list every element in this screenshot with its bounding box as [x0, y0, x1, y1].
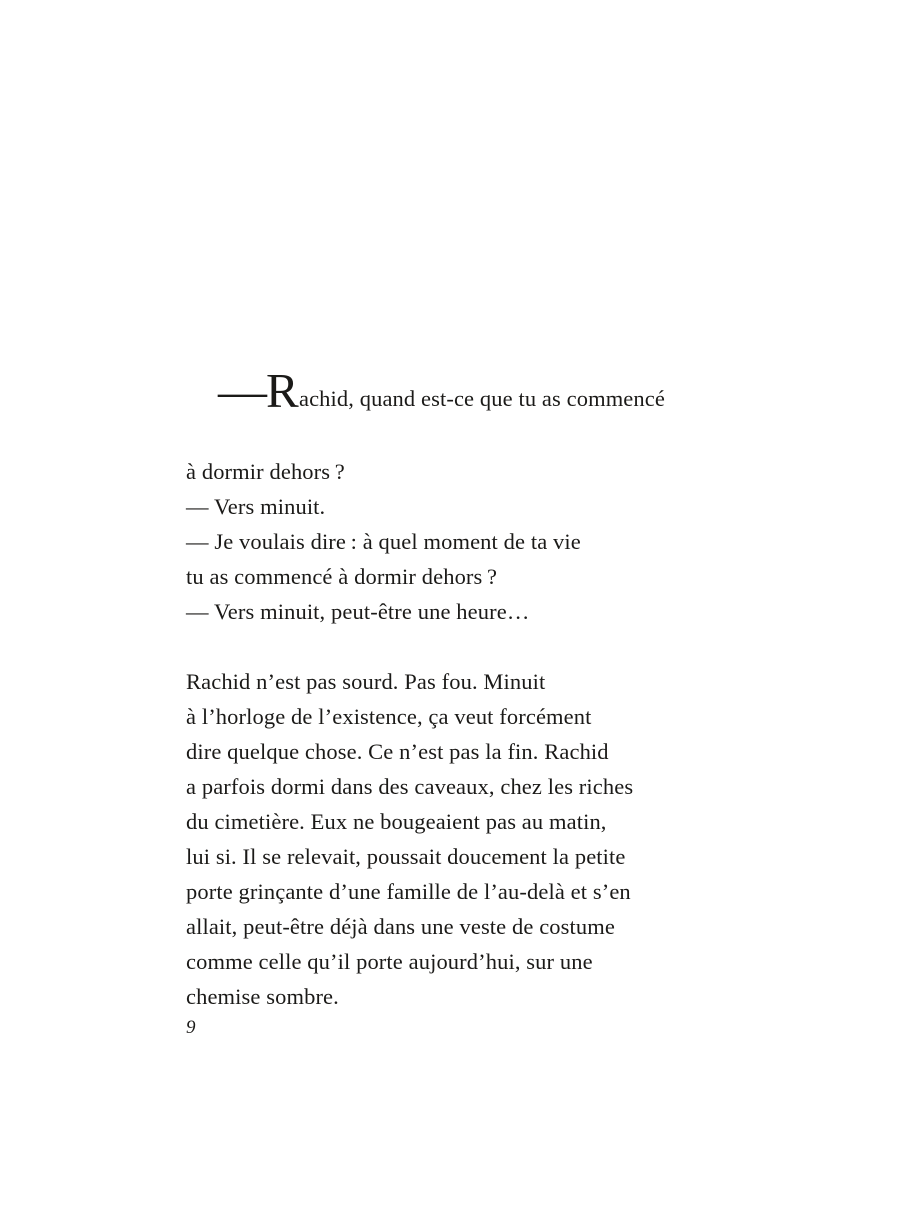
em-dash-ornament: — — [218, 363, 267, 418]
paragraph-line: lui si. Il se relevait, poussait doucement la petite — [186, 844, 626, 869]
paragraph-line: comme celle qu’il porte aujourd’hui, sur une — [186, 949, 593, 974]
paragraph-line: dire quelque chose. Ce n’est pas la fin. Rachid — [186, 739, 609, 764]
dialogue-line: — Vers minuit, peut-être une heure… — [186, 599, 530, 624]
dialogue-line: — Vers minuit. — [186, 494, 326, 519]
dialogue-line: tu as commencé à dormir dehors ? — [186, 564, 498, 589]
drop-cap-letter: R — [266, 363, 299, 418]
paragraph-line: allait, peut-être déjà dans une veste de costume — [186, 914, 615, 939]
paragraph-spacer — [186, 629, 716, 664]
page-number: 9 — [186, 1017, 196, 1038]
paragraph-line: du cimetière. Eux ne bougeaient pas au matin, — [186, 809, 607, 834]
body-paragraph — [186, 664, 716, 1014]
page-text-block — [186, 346, 716, 1014]
paragraph-line: à l’horloge de l’existence, ça veut forcément — [186, 704, 592, 729]
opening-line — [186, 346, 716, 454]
dialogue-line: — Je voulais dire : à quel moment de ta vie — [186, 529, 581, 554]
paragraph-line: a parfois dormi dans des caveaux, chez les riches — [186, 774, 634, 799]
dialogue-block — [186, 346, 716, 629]
opening-line-text: achid, quand est-ce que tu as commencé — [298, 386, 665, 411]
paragraph-line: Rachid n’est pas sourd. Pas fou. Minuit — [186, 669, 546, 694]
paragraph-line: chemise sombre. — [186, 984, 339, 1009]
dialogue-line: à dormir dehors ? — [186, 459, 345, 484]
paragraph-line: porte grinçante d’une famille de l’au-delà et s’en — [186, 879, 631, 904]
